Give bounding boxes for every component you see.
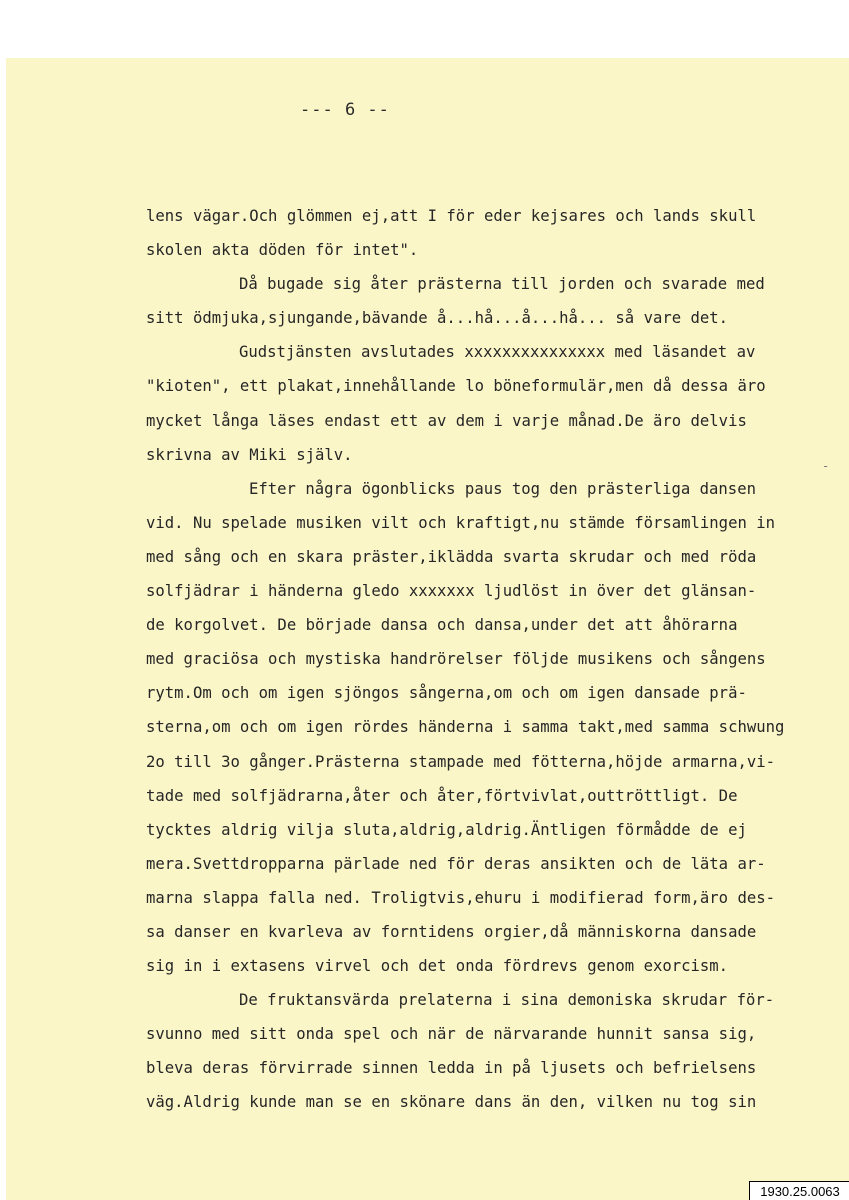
text-line: 2o till 3o gånger.Prästerna stampade med fötterna,höjde armarna,vi- [146,752,776,771]
text-line: Efter några ögonblicks paus tog den prästerliga dansen [249,479,756,498]
text-line: lens vägar.Och glömmen ej,att I för eder kejsares och lands skull [146,207,757,225]
text-line: sa danser en kvarleva av forntidens orgier,då människorna dansade [146,922,757,941]
text-line: sterna,om och om igen rördes händerna i samma takt,med samma schwung [146,718,785,737]
text-line: de korgolvet. De började dansa och dansa,under det att åhörarna [146,616,738,635]
text-line: marna slappa falla ned. Troligtvis,ehuru i modifierad form,äro des- [146,888,776,907]
typewritten-text [146,199,826,1120]
text-line: Då bugade sig åter prästerna till jorden och svarade med [239,275,765,294]
text-line: svunno med sitt onda spel och när de närvarande hunnit sansa sig, [146,1025,757,1044]
text-line: tycktes aldrig vilja sluta,aldrig,aldrig.Äntligen förmådde de ej [146,820,747,839]
text-line: bleva deras förvirrade sinnen ledda in på ljusets och befrielsens [146,1059,757,1078]
text-line: tade med solfjädrarna,åter och åter,förtvivlat,outtröttligt. De [146,786,738,805]
text-line: skolen akta döden för intet". [146,241,419,260]
text-line: mycket långa läses endast ett av dem i varje månad.De äro delvis [146,411,747,430]
text-line: skrivna av Miki själv. [146,445,353,464]
text-line: väg.Aldrig kunde man se en skönare dans än den, vilken nu tog sin [146,1093,757,1112]
page-number: --- 6 -- [300,100,390,120]
margin-mark: - [822,459,830,473]
text-line: med graciösa och mystiska handrörelser följde musikens och sångens [146,650,766,669]
text-line: Gudstjänsten avslutades xxxxxxxxxxxxxxx med läsandet av [239,343,756,362]
text-line: sitt ödmjuka,sjungande,bävande å...hå...å...hå... så vare det. [146,309,729,328]
text-line: De fruktansvärda prelaterna i sina demoniska skrudar för- [239,991,775,1010]
text-line: "kioten", ett plakat,innehållande lo böneformulär,men då dessa äro [146,377,766,396]
archive-number-label: 1930.25.0063 [749,1181,849,1200]
text-line: sig in i extasens virvel och det onda fördrevs genom exorcism. [146,957,729,976]
text-line: med sång och en skara präster,iklädda svarta skrudar och med röda [146,547,757,566]
text-line: vid. Nu spelade musiken vilt och kraftigt,nu stämde församlingen in [146,513,776,532]
text-line: rytm.Om och om igen sjöngos sångerna,om och om igen dansade prä- [146,684,747,703]
text-line: mera.Svettdropparna pärlade ned för deras ansikten och de läta ar- [146,854,766,873]
text-line: solfjädrar i händerna gledo xxxxxxx ljudlöst in över det glänsan- [146,582,757,601]
